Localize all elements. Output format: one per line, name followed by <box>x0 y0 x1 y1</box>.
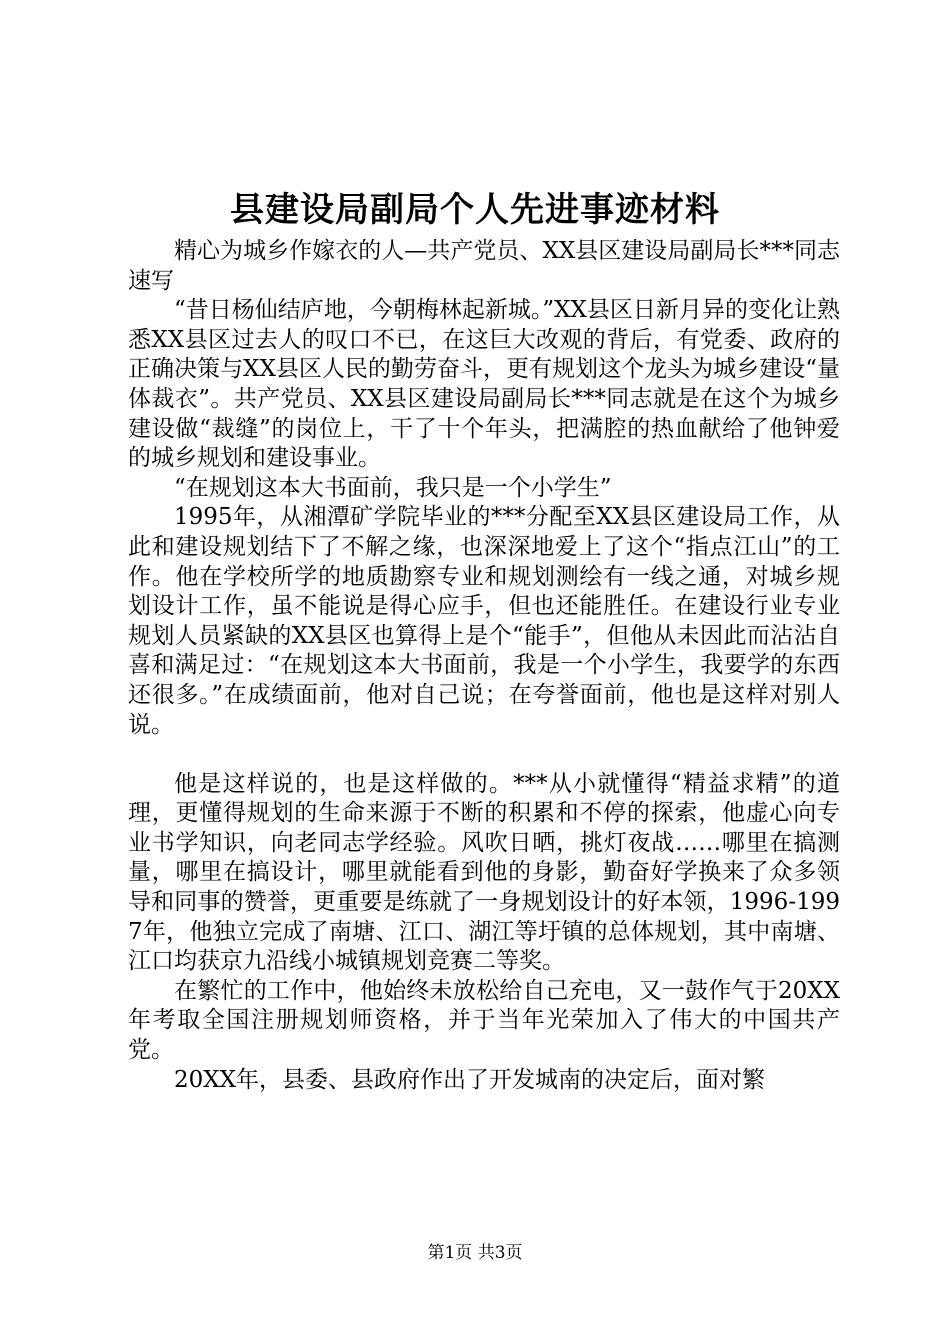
paragraph-city-south: 20XX年，县委、县政府作出了开发城南的决定后，面对繁 <box>174 1066 766 1093</box>
paragraph-qualification: 在繁忙的工作中，他始终未放松给自己充电，又一鼓作气于20XX年考取全国注册规划师资格，并于当年光荣加入了伟大的中国共产党。 <box>128 977 840 1064</box>
document-body <box>128 237 840 1095</box>
paragraph-heading-quote: “在规划这本大书面前，我只是一个小学生” <box>174 474 612 501</box>
paragraph-intro: “昔日杨仙结庐地，今朝梅林起新城。”XX县区日新月异的变化让熟悉XX县区过去人的叹口不已，在这巨大改观的背后，有党委、政府的正确决策与XX县区人民的勤劳奋斗，更有规划这个龙头为城乡建设“量体裁衣”。共产党员、XX县区建设局副局长***同志就是在这个为城乡建设做“裁缝”的岗位上，干了十个年头，把满腔的热血献给了他钟爱的城乡规划和建设事业。 <box>128 297 840 472</box>
page-number-footer: 第1页 共3页 <box>427 1243 523 1263</box>
paragraph-subtitle: 精心为城乡作嫁衣的人—共产党员、XX县区建设局副局长***同志速写 <box>128 238 840 294</box>
paragraph-learning: 他是这样说的，也是这样做的。***从小就懂得“精益求精”的道理，更懂得规划的生命来源于不断的积累和不停的探索，他虚心向专业书学知识，向老同志学经验。风吹日晒，挑灯夜战……哪里在搞测量，哪里在搞设计，哪里就能看到他的身影，勤奋好学换来了众多领导和同事的赞誉，更重要是练就了一身规划设计的好本领，1996-1997年，他独立完成了南塘、江口、湖江等圩镇的总体规划，其中南塘、江口均获京九沿线小城镇规划竞赛二等奖。 <box>128 770 840 975</box>
document-title: 县建设局副局个人先进事迹材料 <box>230 190 720 230</box>
paragraph-career-start: 1995年，从湘潭矿学院毕业的***分配至XX县区建设局工作，从此和建设规划结下了不解之缘，也深深地爱上了这个“指点江山”的工作。他在学校所学的地质勘察专业和规划测绘有一线之通，对城乡规划设计工作，虽不能说是得心应手，但也还能胜任。在建设行业专业规划人员紧缺的XX县区也算得上是个“能手”，但他从未因此而沾沾自喜和满足过：“在规划这本大书面前，我是一个小学生，我要学的东西还很多。”在成绩面前，他对自己说；在夸誉面前，他也是这样对别人说。 <box>128 504 840 738</box>
